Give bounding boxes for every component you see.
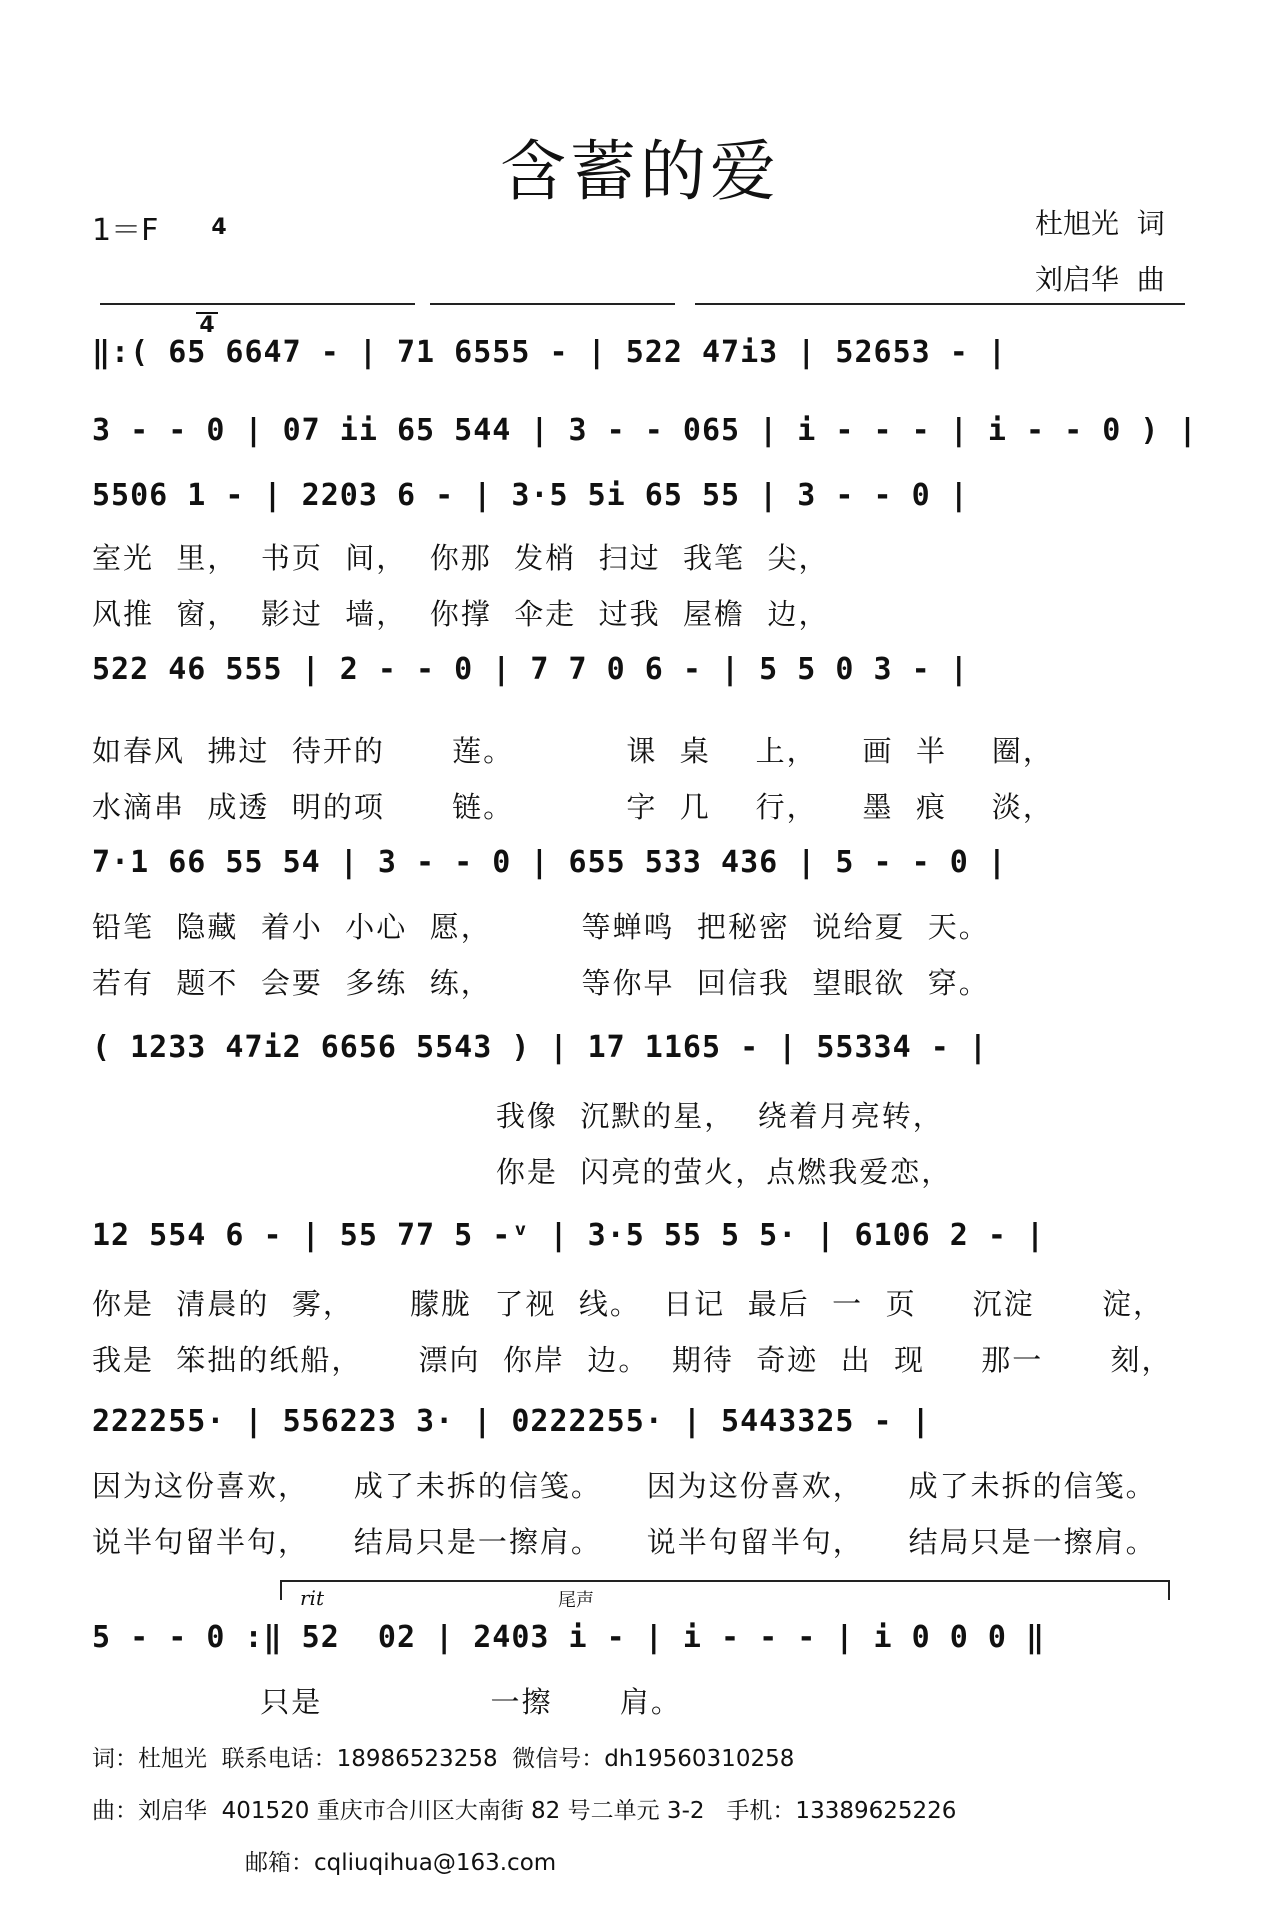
footer-lyricist-contact: 词：杜旭光 联系电话：18986523258 微信号：dh19560310258 — [92, 1746, 795, 1772]
lyric-line: 你是 清晨的 雾， 朦胧 了视 线。 日记 最后 一 页 沉淀 淀， — [92, 1287, 1164, 1321]
coda-marking: 尾声 — [558, 1590, 594, 1611]
volta-bracket-right — [1168, 1580, 1170, 1600]
music-line: ( 1233 47i2 6656 5543 ) | 17 1165 - | 55334 - | — [92, 1030, 988, 1065]
lyric-line: 我像 沉默的星， 绕着月亮转， — [92, 1099, 944, 1133]
music-line: 7·1 66 55 54 | 3 - - 0 | 655 533 436 | 5 - - 0 | — [92, 845, 1007, 880]
music-line: ‖:( 65 6647 - | 71 6555 - | 522 47i3 | 52653 - | — [92, 335, 1007, 370]
music-line: 5506 1 - | 2203 6 - | 3·5 5i 65 55 | 3 - - 0 | — [92, 478, 969, 513]
music-line: 12 554 6 - | 55 77 5 -ᵛ | 3·5 55 5 5· | 6106 2 - | — [92, 1218, 1046, 1253]
footer-email: 邮箱：cqliuqihua@163.com — [245, 1850, 557, 1876]
slur-line — [430, 303, 675, 305]
lyric-line: 若有 题不 会要 多练 练， 等你早 回信我 望眼欲 穿。 — [92, 966, 990, 1000]
composer-credit: 刘启华 曲 — [1035, 263, 1165, 296]
lyric-line: 因为这份喜欢， 成了未拆的信笺。 因为这份喜欢， 成了未拆的信笺。 — [92, 1469, 1157, 1503]
footer-composer-contact: 曲：刘启华 401520 重庆市合川区大南街 82 号二单元 3-2 手机：13389625226 — [92, 1798, 957, 1824]
lyric-line: 水滴串 成透 明的项 链。 字 几 行， 墨 痕 淡， — [92, 790, 1054, 824]
key-signature: 1＝F — [92, 213, 159, 248]
meter-top: 4 — [211, 215, 227, 240]
volta-bracket-left — [280, 1580, 282, 1600]
lyric-line: 铅笔 隐藏 着小 小心 愿， 等蝉鸣 把秘密 说给夏 天。 — [92, 910, 990, 944]
volta-bracket — [280, 1580, 1170, 1582]
music-line: 522 46 555 | 2 - - 0 | 7 7 0 6 - | 5 5 0 3 - | — [92, 652, 969, 687]
lyric-line: 说半句留半句， 结局只是一擦肩。 说半句留半句， 结局只是一擦肩。 — [92, 1525, 1157, 1559]
lyric-line: 你是 闪亮的萤火，点燃我爱恋， — [92, 1155, 953, 1189]
slur-line — [100, 303, 415, 305]
meter-bottom: 4 — [196, 312, 218, 338]
music-line: 3 - - 0 | 07 ii 65 544 | 3 - - 065 | i - - - | i - - 0 ) | — [92, 413, 1198, 448]
slur-line — [695, 303, 1185, 305]
page-title: 含蓄的爱 — [500, 133, 780, 210]
music-line: 222255· | 556223 3· | 0222255· | 5443325 - | — [92, 1404, 931, 1439]
lyric-line: 风推 窗， 影过 墙， 你撑 伞走 过我 屋檐 边， — [92, 597, 830, 631]
rit-marking: rit — [300, 1586, 324, 1610]
music-line: 5 - - 0 :‖ 52 02 | 2403 i - | i - - - | i 0 0 0 ‖ — [92, 1620, 1046, 1655]
lyric-line: 如春风 拂过 待开的 莲。 课 桌 上， 画 半 圈， — [92, 734, 1054, 768]
lyric-line: 室光 里， 书页 间， 你那 发梢 扫过 我笔 尖， — [92, 541, 830, 575]
lyric-line: 只是 一擦 肩。 — [92, 1685, 682, 1719]
lyricist-credit: 杜旭光 词 — [1035, 207, 1165, 240]
lyric-line: 我是 笨拙的纸船， 漂向 你岸 边。 期待 奇迹 出 现 那一 刻， — [92, 1343, 1173, 1377]
